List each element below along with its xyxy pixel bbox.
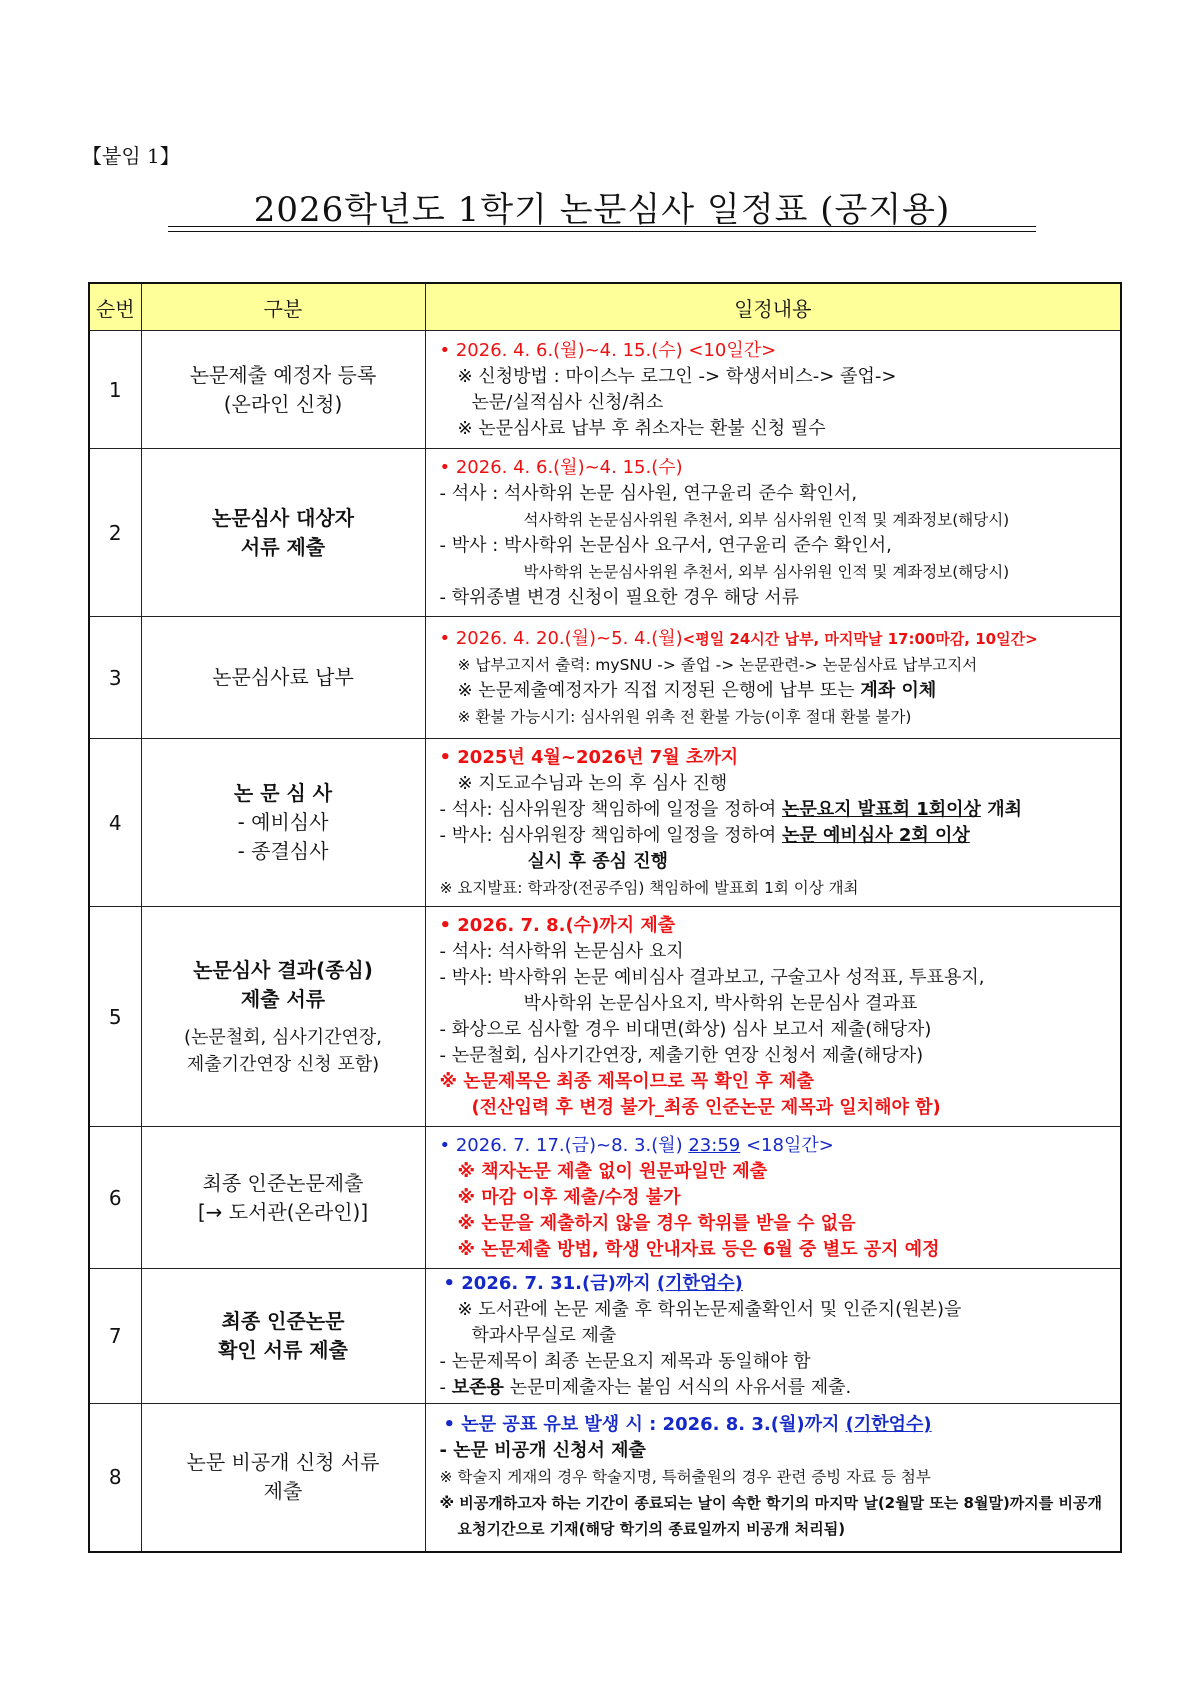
detail-warning: ※ 논문을 제출하지 않을 경우 학위를 받을 수 없음 (457, 1212, 856, 1234)
detail-line: - 논문제목이 최종 논문요지 제목과 동일해야 함 (439, 1351, 811, 1372)
schedule-table (88, 282, 1122, 1553)
row-detail (425, 617, 1121, 739)
detail-date: • 2026. 4. 6.(월)~4. 15.(수) (439, 456, 683, 478)
table-row (89, 449, 1121, 617)
detail-line: 논문/실적심사 신청/취소 (471, 391, 664, 413)
table-row (89, 1127, 1121, 1269)
category-line: 확인 서류 제출 (218, 1338, 348, 1362)
detail-warning: ※ 책자논문 제출 없이 원문파일만 제출 (457, 1160, 768, 1182)
table-row (89, 739, 1121, 907)
detail-warning: ※ 마감 이후 제출/수정 불가 (457, 1186, 681, 1208)
category-line: 최종 인준논문제출 (202, 1170, 364, 1195)
detail-line: 박사학위 논문심사위원 추천서, 외부 심사위원 인적 및 계좌정보(해당시) (523, 562, 1010, 581)
category-line: 제출 (263, 1479, 303, 1504)
detail-line: ※ 학술지 게재의 경우 학술지명, 특허출원의 경우 관련 증빙 자료 등 첨부 (439, 1468, 931, 1487)
table-row (89, 331, 1121, 449)
detail-text: ※ 논문제출예정자가 직접 지정된 은행에 납부 또는 (457, 679, 861, 701)
detail-line: - 석사: 석사학위 논문심사 요지 (439, 940, 684, 962)
category-spacer (148, 1014, 419, 1024)
row-category (141, 1404, 425, 1552)
detail-emphasis: 23:59 (688, 1134, 741, 1156)
detail-text: 논문미제출자는 붙임 서식의 사유서를 제출. (503, 1377, 852, 1398)
detail-line: - 논문철회, 심사기간연장, 제출기한 연장 신청서 제출(해당자) (439, 1044, 924, 1066)
detail-warning: (전산입력 후 변경 불가_최종 인준논문 제목과 일치해야 함) (471, 1096, 941, 1118)
detail-warning: ※ 논문제목은 최종 제목이므로 꼭 확인 후 제출 (439, 1070, 814, 1092)
table-row (89, 1404, 1121, 1552)
detail-date: • 2026. 7. 8.(수)까지 제출 (439, 914, 676, 936)
detail-line: 박사학위 논문심사요지, 박사학위 논문심사 결과표 (523, 992, 918, 1014)
detail-line: ※ 지도교수님과 논의 후 심사 진행 (457, 772, 728, 794)
detail-line: 석사학위 논문심사위원 추천서, 외부 심사위원 인적 및 계좌정보(해당시) (523, 510, 1010, 529)
page-title: 2026학년도 1학기 논문심사 일정표 (공지용) (253, 190, 951, 230)
category-note: (논문철회, 심사기간연장, (183, 1026, 383, 1048)
detail-line: - 석사 : 석사학위 논문 심사원, 연구윤리 준수 확인서, (439, 482, 858, 504)
category-line: 최종 인준논문 (221, 1309, 345, 1333)
detail-line: ※ 논문심사료 납부 후 취소자는 환불 신청 필수 (457, 417, 826, 439)
detail-emphasis: 보존용 (451, 1377, 504, 1398)
row-detail (425, 1127, 1121, 1269)
detail-line: 요청기간으로 기재(해당 학기의 종료일까지 비공개 처리됨) (457, 1520, 846, 1539)
category-line: 논문 비공개 신청 서류 (186, 1450, 380, 1475)
row-number: 7 (89, 1269, 141, 1404)
detail-line (440, 797, 1115, 823)
row-number: 1 (89, 331, 141, 449)
detail-line: ※ 비공개하고자 하는 기간이 종료되는 날이 속한 학기의 마지막 날(2월말 또는 8월말)까지를 비공개 (439, 1494, 1102, 1513)
category-line: 논문제출 예정자 등록 (189, 362, 377, 387)
detail-date-text: • 2026. 7. 31.(금)까지 (443, 1273, 657, 1294)
row-category (141, 617, 425, 739)
detail-date-note: <평일 24시간 납부, 마지막날 17:00마감, 10일간> (682, 629, 1038, 648)
category-line: 논문심사료 납부 (212, 665, 354, 689)
row-category (141, 331, 425, 449)
row-number: 2 (89, 449, 141, 617)
row-detail (425, 739, 1121, 907)
row-detail (425, 1269, 1121, 1404)
row-category (141, 1127, 425, 1269)
row-category (141, 449, 425, 617)
row-detail (425, 1404, 1121, 1552)
detail-text: - 박사: 심사위원장 책임하에 일정을 정하여 (439, 824, 782, 846)
category-line: - 예비심사 (237, 810, 329, 834)
detail-emphasis: (기한엄수) (845, 1414, 932, 1436)
table-row (89, 907, 1121, 1127)
detail-line: - 박사 : 박사학위 논문심사 요구서, 연구윤리 준수 확인서, (439, 534, 892, 556)
detail-line (440, 1375, 1115, 1401)
row-category (141, 907, 425, 1127)
table-header-row (89, 283, 1121, 331)
category-line: 논 문 심 사 (233, 781, 333, 805)
row-detail (425, 449, 1121, 617)
detail-emphasis: (기한엄수) (656, 1273, 743, 1294)
category-line: (온라인 신청) (223, 391, 343, 416)
detail-line: ※ 환불 가능시기: 심사위원 위촉 전 환불 가능(이후 절대 환불 불가) (457, 707, 912, 726)
header-detail: 일정내용 (425, 283, 1121, 331)
category-line: 논문심사 대상자 (211, 505, 355, 530)
title-underline-double (168, 231, 1036, 232)
detail-date-text: <18일간> (740, 1134, 834, 1156)
detail-text: - 석사: 심사위원장 책임하에 일정을 정하여 (439, 798, 782, 820)
detail-date-text: • 논문 공표 유보 발생 시 : 2026. 8. 3.(월)까지 (443, 1414, 846, 1436)
row-detail (425, 907, 1121, 1127)
row-number: 5 (89, 907, 141, 1127)
detail-line: - 화상으로 심사할 경우 비대면(화상) 심사 보고서 제출(해당자) (439, 1018, 932, 1040)
row-number: 3 (89, 617, 141, 739)
row-number: 6 (89, 1127, 141, 1269)
detail-date (440, 1133, 1115, 1159)
row-number: 4 (89, 739, 141, 907)
table-row (89, 1269, 1121, 1404)
detail-date (440, 626, 1115, 652)
detail-text: - (439, 1377, 452, 1398)
category-note: 제출기간연장 신청 포함) (186, 1053, 380, 1075)
detail-date (440, 1412, 1115, 1438)
detail-line: - 박사: 박사학위 논문 예비심사 결과보고, 구술고사 성적표, 투표용지, (439, 966, 985, 988)
header-num: 순번 (89, 283, 141, 331)
attachment-label: 【붙임 1】 (82, 144, 180, 168)
detail-line: 실시 후 종심 진행 (527, 850, 669, 872)
detail-date-text: • 2026. 7. 17.(금)~8. 3.(월) (439, 1134, 689, 1156)
title-underline (168, 226, 1036, 227)
category-line: 서류 제출 (240, 534, 326, 559)
category-line: - 종결심사 (237, 839, 329, 863)
detail-emphasis: 논문요지 발표회 1회이상 (781, 798, 981, 820)
detail-line: ※ 신청방법 : 마이스누 로그인 -> 학생서비스-> 졸업-> (457, 365, 897, 387)
category-line: 제출 서류 (240, 986, 326, 1011)
row-detail (425, 331, 1121, 449)
detail-line: ※ 납부고지서 출력: mySNU -> 졸업 -> 논문관련-> 논문심사료 납부고지서 (457, 655, 978, 674)
detail-date: • 2026. 4. 6.(월)~4. 15.(수) <10일간> (439, 339, 777, 361)
detail-line (440, 823, 1115, 849)
detail-line: ※ 요지발표: 학과장(전공주임) 책임하에 발표회 1회 이상 개최 (439, 878, 859, 897)
detail-date: • 2025년 4월~2026년 7월 초까지 (439, 746, 739, 768)
detail-date-text: • 2026. 4. 20.(월)~5. 4.(월) (439, 627, 683, 649)
detail-line (440, 678, 1115, 704)
category-line: 논문심사 결과(종심) (193, 957, 373, 982)
detail-warning: ※ 논문제출 방법, 학생 안내자료 등은 6월 중 별도 공지 예정 (457, 1238, 940, 1260)
detail-line: - 논문 비공개 신청서 제출 (439, 1440, 646, 1462)
detail-line: 학과사무실로 제출 (471, 1325, 617, 1346)
detail-line: - 학위종별 변경 신청이 필요한 경우 해당 서류 (439, 586, 800, 608)
detail-text: 개최 (980, 798, 1022, 820)
detail-emphasis: 계좌 이체 (860, 679, 937, 701)
detail-line: ※ 도서관에 논문 제출 후 학위논문제출확인서 및 인준지(원본)을 (457, 1299, 962, 1320)
table-row (89, 617, 1121, 739)
header-category: 구분 (141, 283, 425, 331)
row-category (141, 1269, 425, 1404)
detail-emphasis: 논문 예비심사 2회 이상 (781, 824, 970, 846)
detail-date (440, 1271, 1115, 1297)
row-number: 8 (89, 1404, 141, 1552)
category-line: [→ 도서관(온라인)] (197, 1199, 369, 1224)
row-category (141, 739, 425, 907)
